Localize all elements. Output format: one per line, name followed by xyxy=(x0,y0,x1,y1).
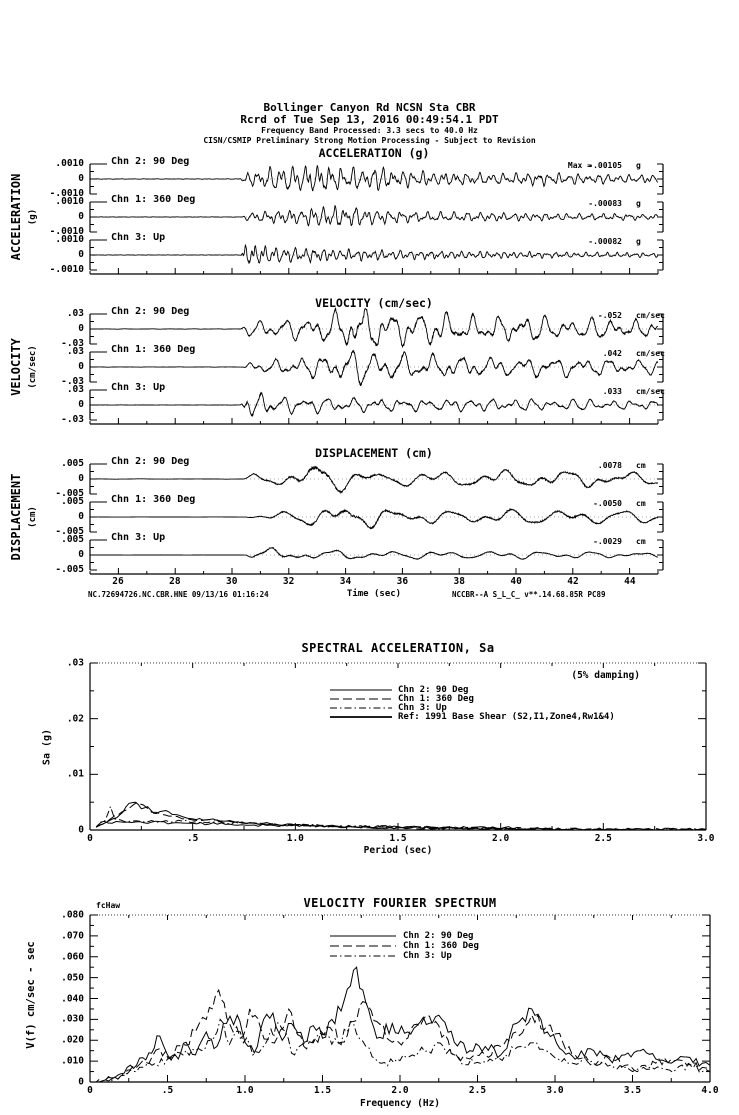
trace-row xyxy=(0,306,739,349)
legend-entry-label: Chn 2: 90 Deg xyxy=(403,931,474,941)
scale-top-label: .03 xyxy=(66,308,84,319)
scale-zero-label: 0 xyxy=(78,249,84,260)
trace-row xyxy=(0,156,739,199)
max-unit: cm/sec xyxy=(636,387,665,396)
trace-row xyxy=(0,382,739,425)
legend-entry-label: Ref: 1991 Base Shear (S2,I1,Zone4,Rw1&4) xyxy=(398,712,615,722)
scale-top-label: .005 xyxy=(61,458,84,469)
time-axis-label: Time (sec) xyxy=(346,589,402,599)
filter-corner-label: fcHaw xyxy=(96,901,121,910)
trace-row xyxy=(0,494,739,537)
legend-entry-label: Chn 2: 90 Deg xyxy=(398,685,469,695)
trace-row xyxy=(0,232,739,275)
trace-row xyxy=(0,194,739,237)
scale-zero-label: 0 xyxy=(78,173,84,184)
channel-label: Chn 1: 360 Deg xyxy=(111,494,196,505)
max-unit: g xyxy=(636,199,641,208)
station-title: Bollinger Canyon Rd NCSN Sta CBR xyxy=(263,101,476,114)
scale-bottom-label: -.03 xyxy=(61,414,84,425)
scale-zero-label: 0 xyxy=(78,473,84,484)
processing-version-footnote: NCCBR--A S_L_C_ v**.14.68.85R PC89 xyxy=(452,590,606,599)
max-value: -.052 xyxy=(597,311,622,320)
acceleration-trace-labels xyxy=(0,156,739,275)
channel-label: Chn 3: Up xyxy=(111,382,166,393)
fourier-chart-title: VELOCITY FOURIER SPECTRUM xyxy=(303,896,497,910)
damping-annotation: (5% damping) xyxy=(571,670,640,681)
scale-bottom-label: -.005 xyxy=(55,526,84,537)
legend-entry xyxy=(398,712,615,722)
scale-bottom-label: -.03 xyxy=(61,376,84,387)
scale-zero-label: 0 xyxy=(78,361,84,372)
scale-zero-label: 0 xyxy=(78,549,84,560)
fourier-y-ticks: .080 .070 .060 .050 .040 .030 .020 .010 0 xyxy=(61,909,84,1088)
processing-disclaimer: CISN/CSMIP Preliminary Strong Motion Processing - Subject to Revision xyxy=(203,135,536,145)
trace-row xyxy=(0,532,739,575)
scale-bottom-label: -.03 xyxy=(61,338,84,349)
max-value: -.00105 xyxy=(588,161,622,170)
sa-chart-title: SPECTRAL ACCELERATION, Sa xyxy=(301,641,495,655)
max-unit: cm xyxy=(636,499,646,508)
max-unit: cm/sec xyxy=(636,311,665,320)
displacement-panel-title: DISPLACEMENT (cm) xyxy=(315,446,433,460)
max-unit: cm xyxy=(636,461,646,470)
legend-entry-label: Chn 1: 360 Deg xyxy=(398,694,474,704)
record-id-footnote: NC.72694726.NC.CBR.HNE 09/13/16 01:16:24 xyxy=(88,590,269,599)
scale-top-label: .0010 xyxy=(55,196,84,207)
scale-bottom-label: -.0010 xyxy=(49,188,84,199)
displacement-axis-label: DISPLACEMENT xyxy=(9,473,23,561)
channel-label: Chn 2: 90 Deg xyxy=(111,306,190,317)
channel-label: Chn 3: Up xyxy=(111,232,166,243)
legend-entry-label: Chn 3: Up xyxy=(403,951,452,961)
scale-top-label: .0010 xyxy=(55,234,84,245)
displacement-trace-labels xyxy=(0,456,739,575)
max-value: -.00083 xyxy=(588,199,622,208)
scale-zero-label: 0 xyxy=(78,511,84,522)
max-value: .042 xyxy=(602,349,622,358)
channel-label: Chn 2: 90 Deg xyxy=(111,156,190,167)
channel-label: Chn 3: Up xyxy=(111,532,166,543)
max-prefix: Max = xyxy=(567,161,592,170)
legend-entry xyxy=(403,951,452,961)
legend-entry xyxy=(403,941,479,951)
velocity-axis-label: VELOCITY xyxy=(9,338,23,396)
sa-y-ticks: .03 .02 .01 0 xyxy=(66,657,84,836)
max-value: -.00082 xyxy=(588,237,622,246)
legend-entry xyxy=(403,931,473,941)
velocity-trace-labels xyxy=(0,306,739,425)
scale-zero-label: 0 xyxy=(78,323,84,334)
legend-entry-label: Chn 1: 360 Deg xyxy=(403,941,479,951)
report-header xyxy=(0,102,739,145)
max-value: -.0050 xyxy=(593,499,622,508)
max-value: -.0029 xyxy=(593,537,622,546)
legend-entry-label: Chn 3: Up xyxy=(398,703,447,713)
frequency-band-line: Frequency Band Processed: 3.3 secs to 40.0 Hz xyxy=(261,126,478,135)
velocity-panel-title: VELOCITY (cm/sec) xyxy=(315,296,433,310)
max-value: .0078 xyxy=(597,461,622,470)
max-unit: cm xyxy=(636,537,646,546)
sa-x-axis-label: Period (sec) xyxy=(363,845,433,856)
acceleration-axis-unit: (g) xyxy=(28,208,38,226)
record-timestamp: Rcrd of Tue Sep 13, 2016 00:49:54.1 PDT xyxy=(240,113,499,126)
trace-row xyxy=(0,456,739,499)
scale-top-label: .005 xyxy=(61,534,84,545)
scale-zero-label: 0 xyxy=(78,211,84,222)
fourier-x-axis-label: Frequency (Hz) xyxy=(359,1098,441,1109)
csmip-strong-motion-report: Bollinger Canyon Rd NCSN Sta CBR Rcrd of Tue Sep 13, 2016 00:49:54.1 PDT Frequency Band Processed: 3.3 secs to 40.0 Hz CISN/CSMIP Preliminary Strong Motion Processing - Subject to Revision ACCELERATION (g) VELOCITY (cm/sec) DISPLACEMENT (cm) ACCELERATION (g) VELOCITY (cm/sec) DISPLACEMENT (cm) .0010 0 -.0010 Chn 2: 90 Deg Max = -.00105 g .0010 0 -.0010 Chn 1: 360 Deg -.00083 g .0010 0 -.0010 Chn 3: Up -.00082 g .03 0 -.03 Chn 2: 90 Deg -.052 cm/sec .03 0 -.03 Chn 1: 360 Deg .042 cm/sec .03 0 -.03 Chn 3: Up .033 cm/sec .005 0 -.005 Chn 2: 90 Deg .0078 cm .005 0 -.005 Chn 1: 360 Deg -.0050 cm .005 0 -.005 Chn 3: Up -.0029 cm 26 28 30 32 34 36 38 40 42 44 Time (sec) NC.72694726.NC.CBR.HNE 09/13/16 01:16:24 NCCBR--A S_L_C_ v**.14.68.85R PC89 SPECTRAL ACCELERATION, Sa (5% damping) Chn 2: 90 Deg Chn 1: 360 Deg Chn 3: Up Ref: 1991 Base Shear (S2,I1,Zone4,Rw1&4) .03 .02 .01 0 0 .5 1.0 1.5 2.0 2.5 3.0 Period (sec) Sa (g) VELOCITY FOURIER SPECTRUM fcHaw Chn 2: 90 Deg Chn 1: 360 Deg Chn 3: Up .080 .070 .060 .050 .040 .030 .020 .010 0 0 .5 1.0 1.5 2.0 2.5 3.0 3.5 4.0 Frequency (Hz) V(f) cm/sec - sec xyxy=(0,0,739,1115)
acceleration-axis-label: ACCELERATION xyxy=(9,173,23,261)
scale-top-label: .0010 xyxy=(55,158,84,169)
max-unit: g xyxy=(636,161,641,170)
scale-bottom-label: -.0010 xyxy=(49,226,84,237)
max-unit: g xyxy=(636,237,641,246)
scale-top-label: .03 xyxy=(66,346,84,357)
velocity-axis-unit: (cm/sec) xyxy=(28,345,38,389)
sa-y-axis-label: Sa (g) xyxy=(41,728,53,766)
scale-top-label: .005 xyxy=(61,496,84,507)
scale-zero-label: 0 xyxy=(78,399,84,410)
scale-top-label: .03 xyxy=(66,384,84,395)
channel-label: Chn 1: 360 Deg xyxy=(111,194,196,205)
max-value: .033 xyxy=(602,387,622,396)
channel-label: Chn 2: 90 Deg xyxy=(111,456,190,467)
scale-bottom-label: -.0010 xyxy=(49,264,84,275)
scale-bottom-label: -.005 xyxy=(55,564,84,575)
displacement-axis-unit: (cm) xyxy=(28,506,38,528)
channel-label: Chn 1: 360 Deg xyxy=(111,344,196,355)
scale-bottom-label: -.005 xyxy=(55,488,84,499)
max-unit: cm/sec xyxy=(636,349,665,358)
acceleration-panel-title: ACCELERATION (g) xyxy=(318,146,430,160)
fourier-y-axis-label: V(f) cm/sec - sec xyxy=(25,941,37,1049)
trace-row xyxy=(0,344,739,387)
